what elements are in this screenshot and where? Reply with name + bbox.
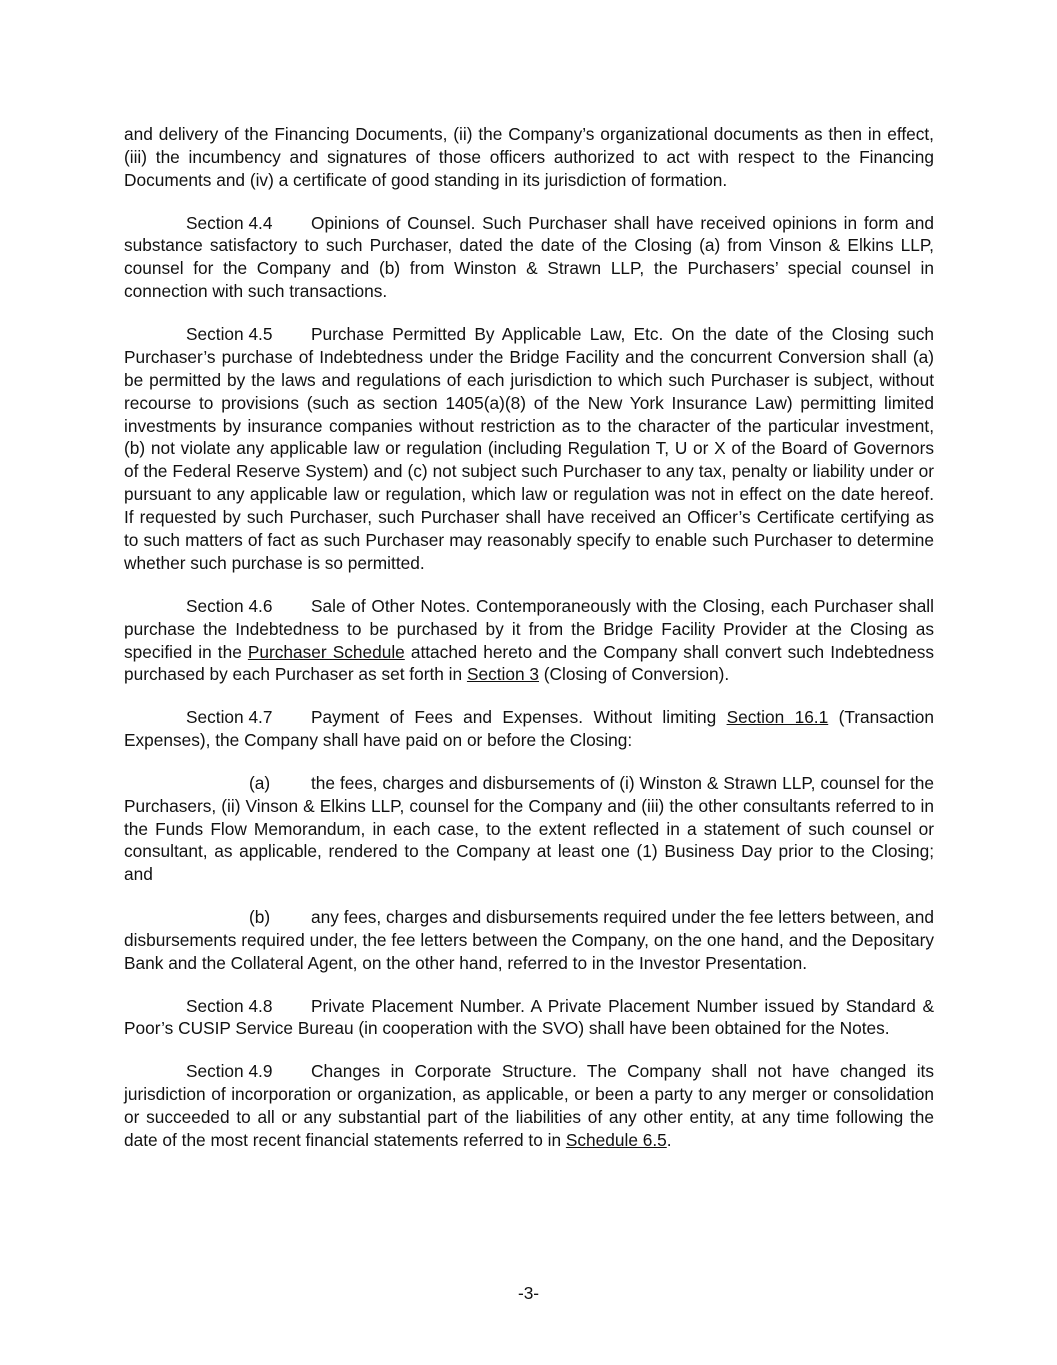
section-number: Section 4.7: [186, 707, 273, 728]
intro-text: and delivery of the Financing Documents, (ii) the Company’s organizational documents as then in effect, (iii) the incumbency and signatures of those officers authorized to act with respect to the Financing Documents and (iv) a certificate of good standing in its jurisdiction of formation.: [124, 124, 934, 190]
section-4-8: [124, 995, 934, 1041]
section-body: .: [666, 1129, 672, 1150]
section-body: . Contemporaneously with the Closing, each Purchaser shall purchase the Indebtedness to be purchased by it from the Bridge Facility Provider at the Closing as specified in the: [124, 595, 934, 662]
section-number: Section 4.4: [186, 212, 273, 233]
section-4-7-item-a: [124, 772, 934, 887]
section-number: Section 4.8: [186, 995, 273, 1016]
section-4-7-item-b: [124, 906, 934, 975]
section-body: (Closing of Conversion).: [539, 664, 730, 685]
intro-paragraph: [124, 123, 934, 192]
section-4-7: [124, 706, 934, 752]
section-body: . Such Purchaser shall have received opinions in form and substance satisfactory to such Purchaser, dated the date of the Closing (a) from Vinson & Elkins LLP, counsel for the Company and (b) from Winston & Strawn LLP, the Purchasers’ special counsel in connection with such transactions.: [124, 212, 934, 302]
item-label: (a): [249, 772, 271, 793]
section-heading: Payment of Fees and Expenses: [311, 707, 579, 728]
section-heading: Opinions of Counsel: [311, 212, 471, 233]
section-4-6: [124, 595, 934, 687]
section-heading: Purchase Permitted By Applicable Law, Etc: [311, 323, 659, 344]
purchaser-schedule-link[interactable]: Purchaser Schedule: [247, 641, 405, 662]
item-label: (b): [249, 907, 271, 928]
section-heading: Private Placement Number: [311, 995, 521, 1016]
item-text: the fees, charges and disbursements of (i) Winston & Strawn LLP, counsel for the Purchasers, (ii) Vinson & Elkins LLP, counsel for the Company and (iii) the other consultants referred to in the Funds Flow Memorandum, in each case, to the extent reflected in a statement of such counsel or consultant, as applicable, rendered to the Company at least one (1) Business Day prior to the Closing; and: [124, 772, 934, 885]
section-body: (Transaction Expenses), the Company shall have paid on or before the Closing:: [124, 707, 934, 751]
item-text: any fees, charges and disbursements required under the fee letters between, and disbursements required under, the fee letters between the Company, on the one hand, and the Depositary Bank and the Collateral Agent, on the other hand, referred to in the Investor Presentation.: [124, 907, 934, 973]
section-heading: Sale of Other Notes: [311, 595, 466, 616]
section-number: Section 4.6: [186, 595, 273, 616]
section-16-1-link[interactable]: Section 16.1: [726, 707, 829, 728]
section-3-link[interactable]: Section 3: [466, 664, 539, 685]
section-number: Section 4.9: [186, 1061, 273, 1082]
section-body: . On the date of the Closing such Purchaser’s purchase of Indebtedness under the Bridge Facility and the concurrent Conversion shall (a) be permitted by the laws and regulations of each jurisdiction to which such Purchaser is subject, without recourse to provisions (such as section 1405(a)(8) of the New York Insurance Law) permitting limited investments by insurance companies without restriction as to the character of the particular investment, (b) not violate any applicable law or regulation (including Regulation T, U or X of the Board of Governors of the Federal Reserve System) and (c) not subject such Purchaser to any tax, penalty or liability under or pursuant to any applicable law or regulation, which law or regulation was not in effect on the date hereof. If requested by such Purchaser, such Purchaser shall have received an Officer’s Certificate certifying as to such matters of fact as such Purchaser may reasonably specify to enable such Purchaser to determine whether such purchase is so permitted.: [124, 323, 934, 573]
schedule-6-5-link[interactable]: Schedule 6.5: [565, 1129, 667, 1150]
section-body: . The Company shall not have changed its jurisdiction of incorporation or organization, as applicable, or been a party to any merger or consolidation or succeeded to all or any substantial part of the liabilities of any other entity, at any time following the date of the most recent financial statements referred to in: [124, 1061, 934, 1150]
document-page: [124, 123, 934, 1172]
section-4-9: [124, 1060, 934, 1152]
section-body: . Without limiting: [578, 707, 727, 728]
page-number: -3-: [517, 1283, 540, 1303]
section-4-4: [124, 212, 934, 304]
section-4-5: [124, 323, 934, 575]
section-body: attached hereto and the Company shall convert such Indebtedness purchased by each Purchaser as set forth in: [124, 641, 934, 685]
section-heading: Changes in Corporate Structure: [311, 1061, 572, 1082]
section-body: . A Private Placement Number issued by Standard & Poor’s CUSIP Service Bureau (in cooperation with the SVO) shall have been obtained for the Notes.: [124, 995, 934, 1039]
section-number: Section 4.5: [186, 323, 273, 344]
